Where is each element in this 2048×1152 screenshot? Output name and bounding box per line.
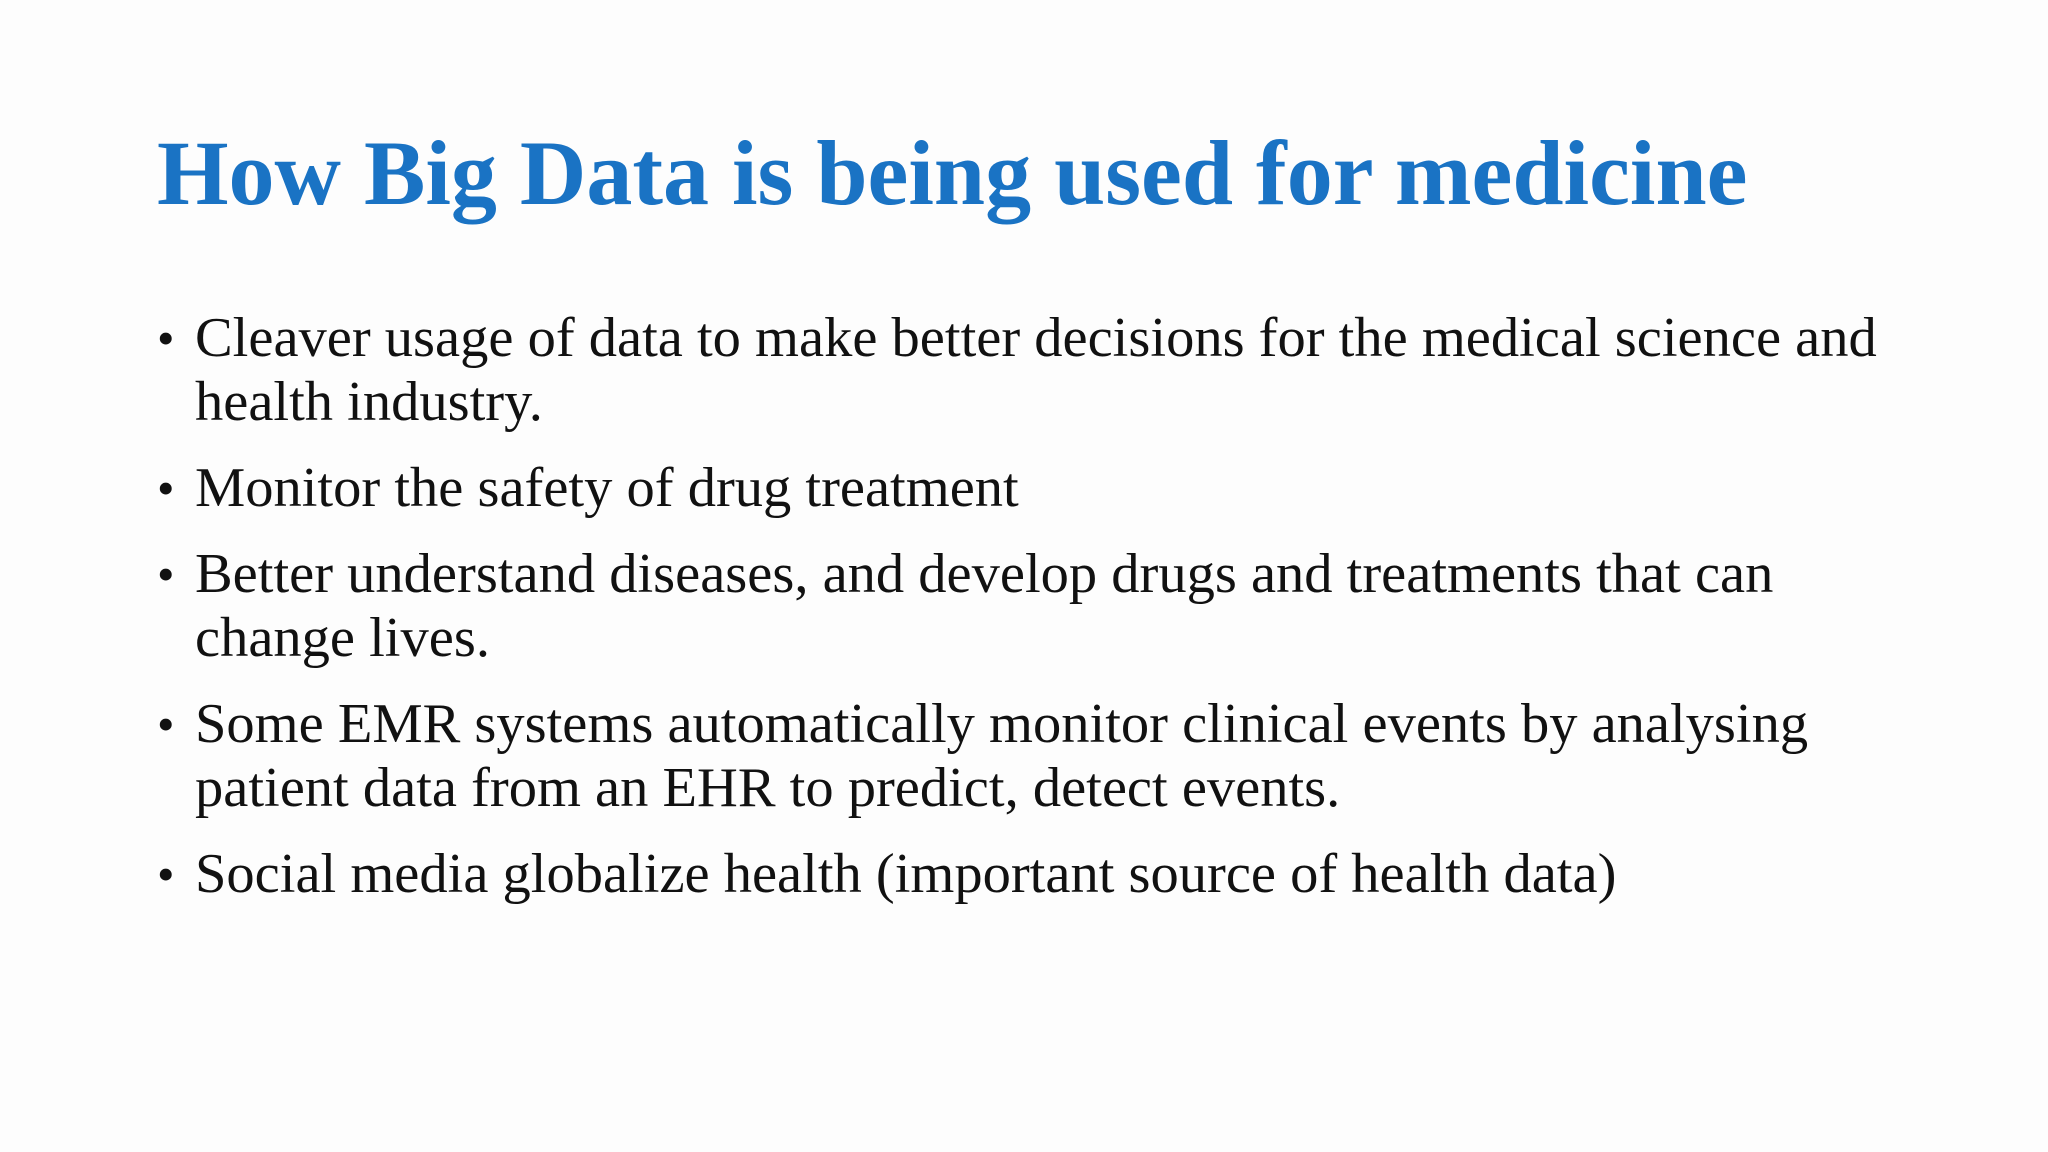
bullet-dot-icon: • (157, 846, 175, 902)
bullet-dot-icon: • (157, 696, 175, 752)
bullet-text: Social media globalize health (important source of health data) (195, 843, 1617, 905)
bullet-list (157, 306, 1917, 928)
list-item (157, 842, 1917, 906)
bullet-text: Cleaver usage of data to make better decisions for the medical science and health industry. (195, 307, 1877, 433)
bullet-dot-icon: • (157, 546, 175, 602)
bullet-dot-icon: • (157, 460, 175, 516)
bullet-text: Some EMR systems automatically monitor clinical events by analysing patient data from an EHR to predict, detect events. (195, 693, 1809, 819)
list-item (157, 306, 1917, 434)
slide-title: How Big Data is being used for medicine (157, 122, 1748, 224)
list-item (157, 542, 1917, 670)
bullet-dot-icon: • (157, 310, 175, 366)
bullet-text: Monitor the safety of drug treatment (195, 457, 1019, 519)
list-item (157, 456, 1917, 520)
bullet-text: Better understand diseases, and develop drugs and treatments that can change lives. (195, 543, 1774, 669)
list-item (157, 692, 1917, 820)
